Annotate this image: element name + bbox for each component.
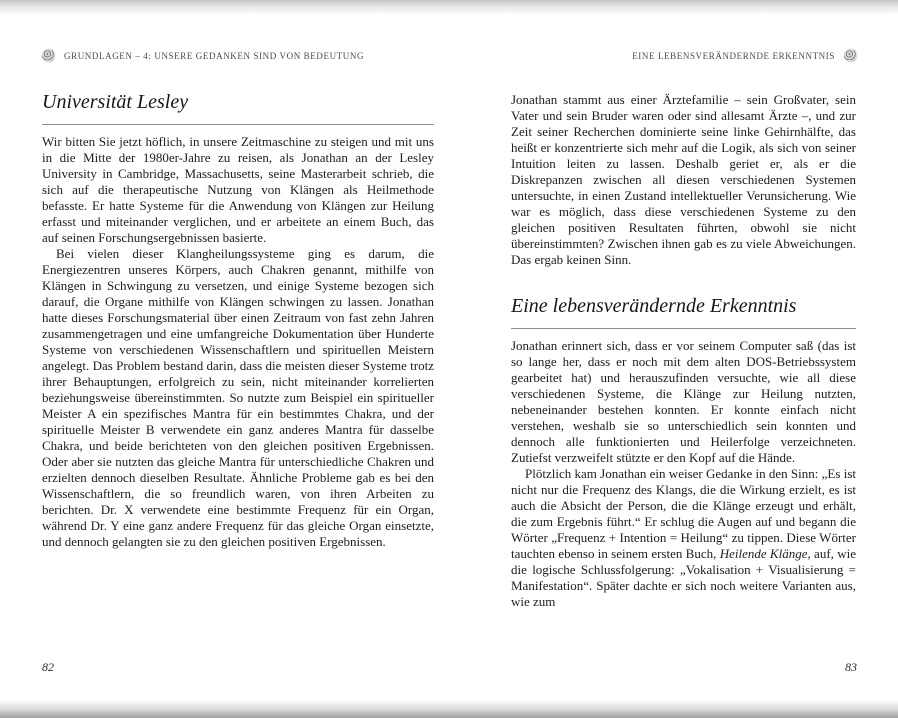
page-edge-top <box>0 0 898 15</box>
left-page-number: 82 <box>42 660 54 674</box>
paragraph: Bei vielen dieser Klangheilungssysteme ging es darum, die Energiezentren unseres Körpers, auch Chakren genannt, mithilfe von Klängen in Schwingung zu versetzen, und einige Systeme bezogen sich darauf, die Organe mithilfe von Klängen schwingen zu lassen. Jonathan hatte dieses Forschungsmaterial über einen Zeitraum von fast zehn Jahren zusammengetragen und eine umfangreiche Dokumentation über Hunderte Systeme von verschiedenen Wissenschaftlern und spirituellen Meistern angelegt. Das Problem bestand darin, dass die meisten dieser Systeme trotz ihrer Behauptungen, erfolgreich zu sein, nicht miteinander korrelierten beziehungsweise übereinstimmten. So nutzte zum Beispiel ein spiritueller Meister A ein spezifisches Mantra für ein bestimmtes Chakra, und der spirituelle Meister B verwendete ein ganz anderes Mantra für dasselbe Chakra, und beide berichteten von den gleichen positiven Ergebnissen. Oder aber sie nutzten das gleiche Mantra für unterschiedliche Chakren und erzielten dennoch dieselben Resultate. Ähnliche Probleme gab es bei den Wissenschaftlern, die so freundlich waren, von ihren Arbeiten zu berichten. Dr. X verwendete eine bestimmte Frequenz für ein Organ, während Dr. Y eine ganz andere Frequenz für das gleiche Organ einsetzte, und dennoch gelangten sie zu den gleichen positiven Ergebnissen. <box>42 246 434 549</box>
left-page-column <box>42 90 434 550</box>
paragraph-segment: Plötzlich kam Jonathan ein weiser Gedanke in den Sinn: „Es ist nicht nur die Frequenz des Klangs, die die Wirkung erzielt, es ist auch die Absicht der Person, die die Klänge erzeugt und erhält, die zum Ergebnis führt.“ Er schlug die Augen auf und begann die Wörter „Frequenz + Intention = Heilung“ zu tippen. Diese Wörter tauchten ebenso in seinem ersten Buch, <box>511 466 856 561</box>
paragraph: Wir bitten Sie jetzt höflich, in unsere Zeitmaschine zu steigen und mit uns in die Mitte der 1980er-Jahre zu reisen, als Jonathan an der Lesley University in Cambridge, Massachusetts, seine Masterarbeit schrieb, die sich auf die therapeutische Nutzung von Klängen als Heilmethode befasste. Er hatte Systeme für die Anwendung von Klängen zur Heilung erfasst und miteinander verglichen, und er arbeitete an einem Buch, das auf seinen Forschungsergebnissen basierte. <box>42 134 434 245</box>
paragraph <box>511 466 856 610</box>
page-edge-bottom <box>0 700 898 718</box>
right-section-heading: Eine lebensverändernde Erkenntnis <box>511 294 856 329</box>
right-page-column <box>511 90 856 610</box>
left-section-heading: Universität Lesley <box>42 90 434 125</box>
paragraph: Jonathan erinnert sich, dass er vor seinem Computer saß (das ist so lange her, dass er noch mit dem alten DOS-Betriebssystem gearbeitet hat) und herauszufinden versuchte, wie all diese verschiedenen Systeme, die Klänge zur Heilung nutzten, nebeneinander bestehen konnten. Er konnte einfach nicht verstehen, weshalb sie so unterschiedlich sein konnten und dennoch alle funktionierten und Heilerfolge verzeichneten. Zutiefst verzweifelt stützte er den Kopf auf die Hände. <box>511 338 856 465</box>
ornament-icon <box>844 49 857 62</box>
paragraph: Jonathan stammt aus einer Ärztefamilie – sein Großvater, sein Vater und sein Bruder waren oder sind allesamt Ärzte –, und zur Zeit seiner Recherchen dominierte seine linke Gehirnhälfte, das heißt er konzentrierte sich mehr auf die Logik, als sich von seiner Intuition leiten zu lassen. Deshalb geriet er, als er die Diskrepanzen zwischen all diesen verschiedenen Systemen untersuchte, in einen Zustand intellektueller Verunsicherung. Wie war es möglich, dass diese verschiedenen Systeme zu den gleichen positiven Resultaten führten, obwohl sie nicht übereinstimmten? Zwischen ihnen gab es zu viele Abweichungen. Das ergab keinen Sinn. <box>511 92 856 267</box>
left-running-head <box>42 49 364 62</box>
right-running-head <box>632 49 857 62</box>
left-running-head-text: GRUNDLAGEN – 4: UNSERE GEDANKEN SIND VON BEDEUTUNG <box>64 50 365 61</box>
right-running-head-text: EINE LEBENSVERÄNDERNDE ERKENNTNIS <box>632 50 835 61</box>
book-title-italic: Heilende Klänge <box>719 546 808 561</box>
ornament-icon <box>42 49 55 62</box>
paragraph-segment: , auf, wie die logische Schlussfolgerung: „Vokalisation + Visualisierung = Manifestation“. Später dachte er sich noch weitere Varianten aus, wie zum <box>511 546 856 609</box>
right-page-number: 83 <box>845 660 857 674</box>
